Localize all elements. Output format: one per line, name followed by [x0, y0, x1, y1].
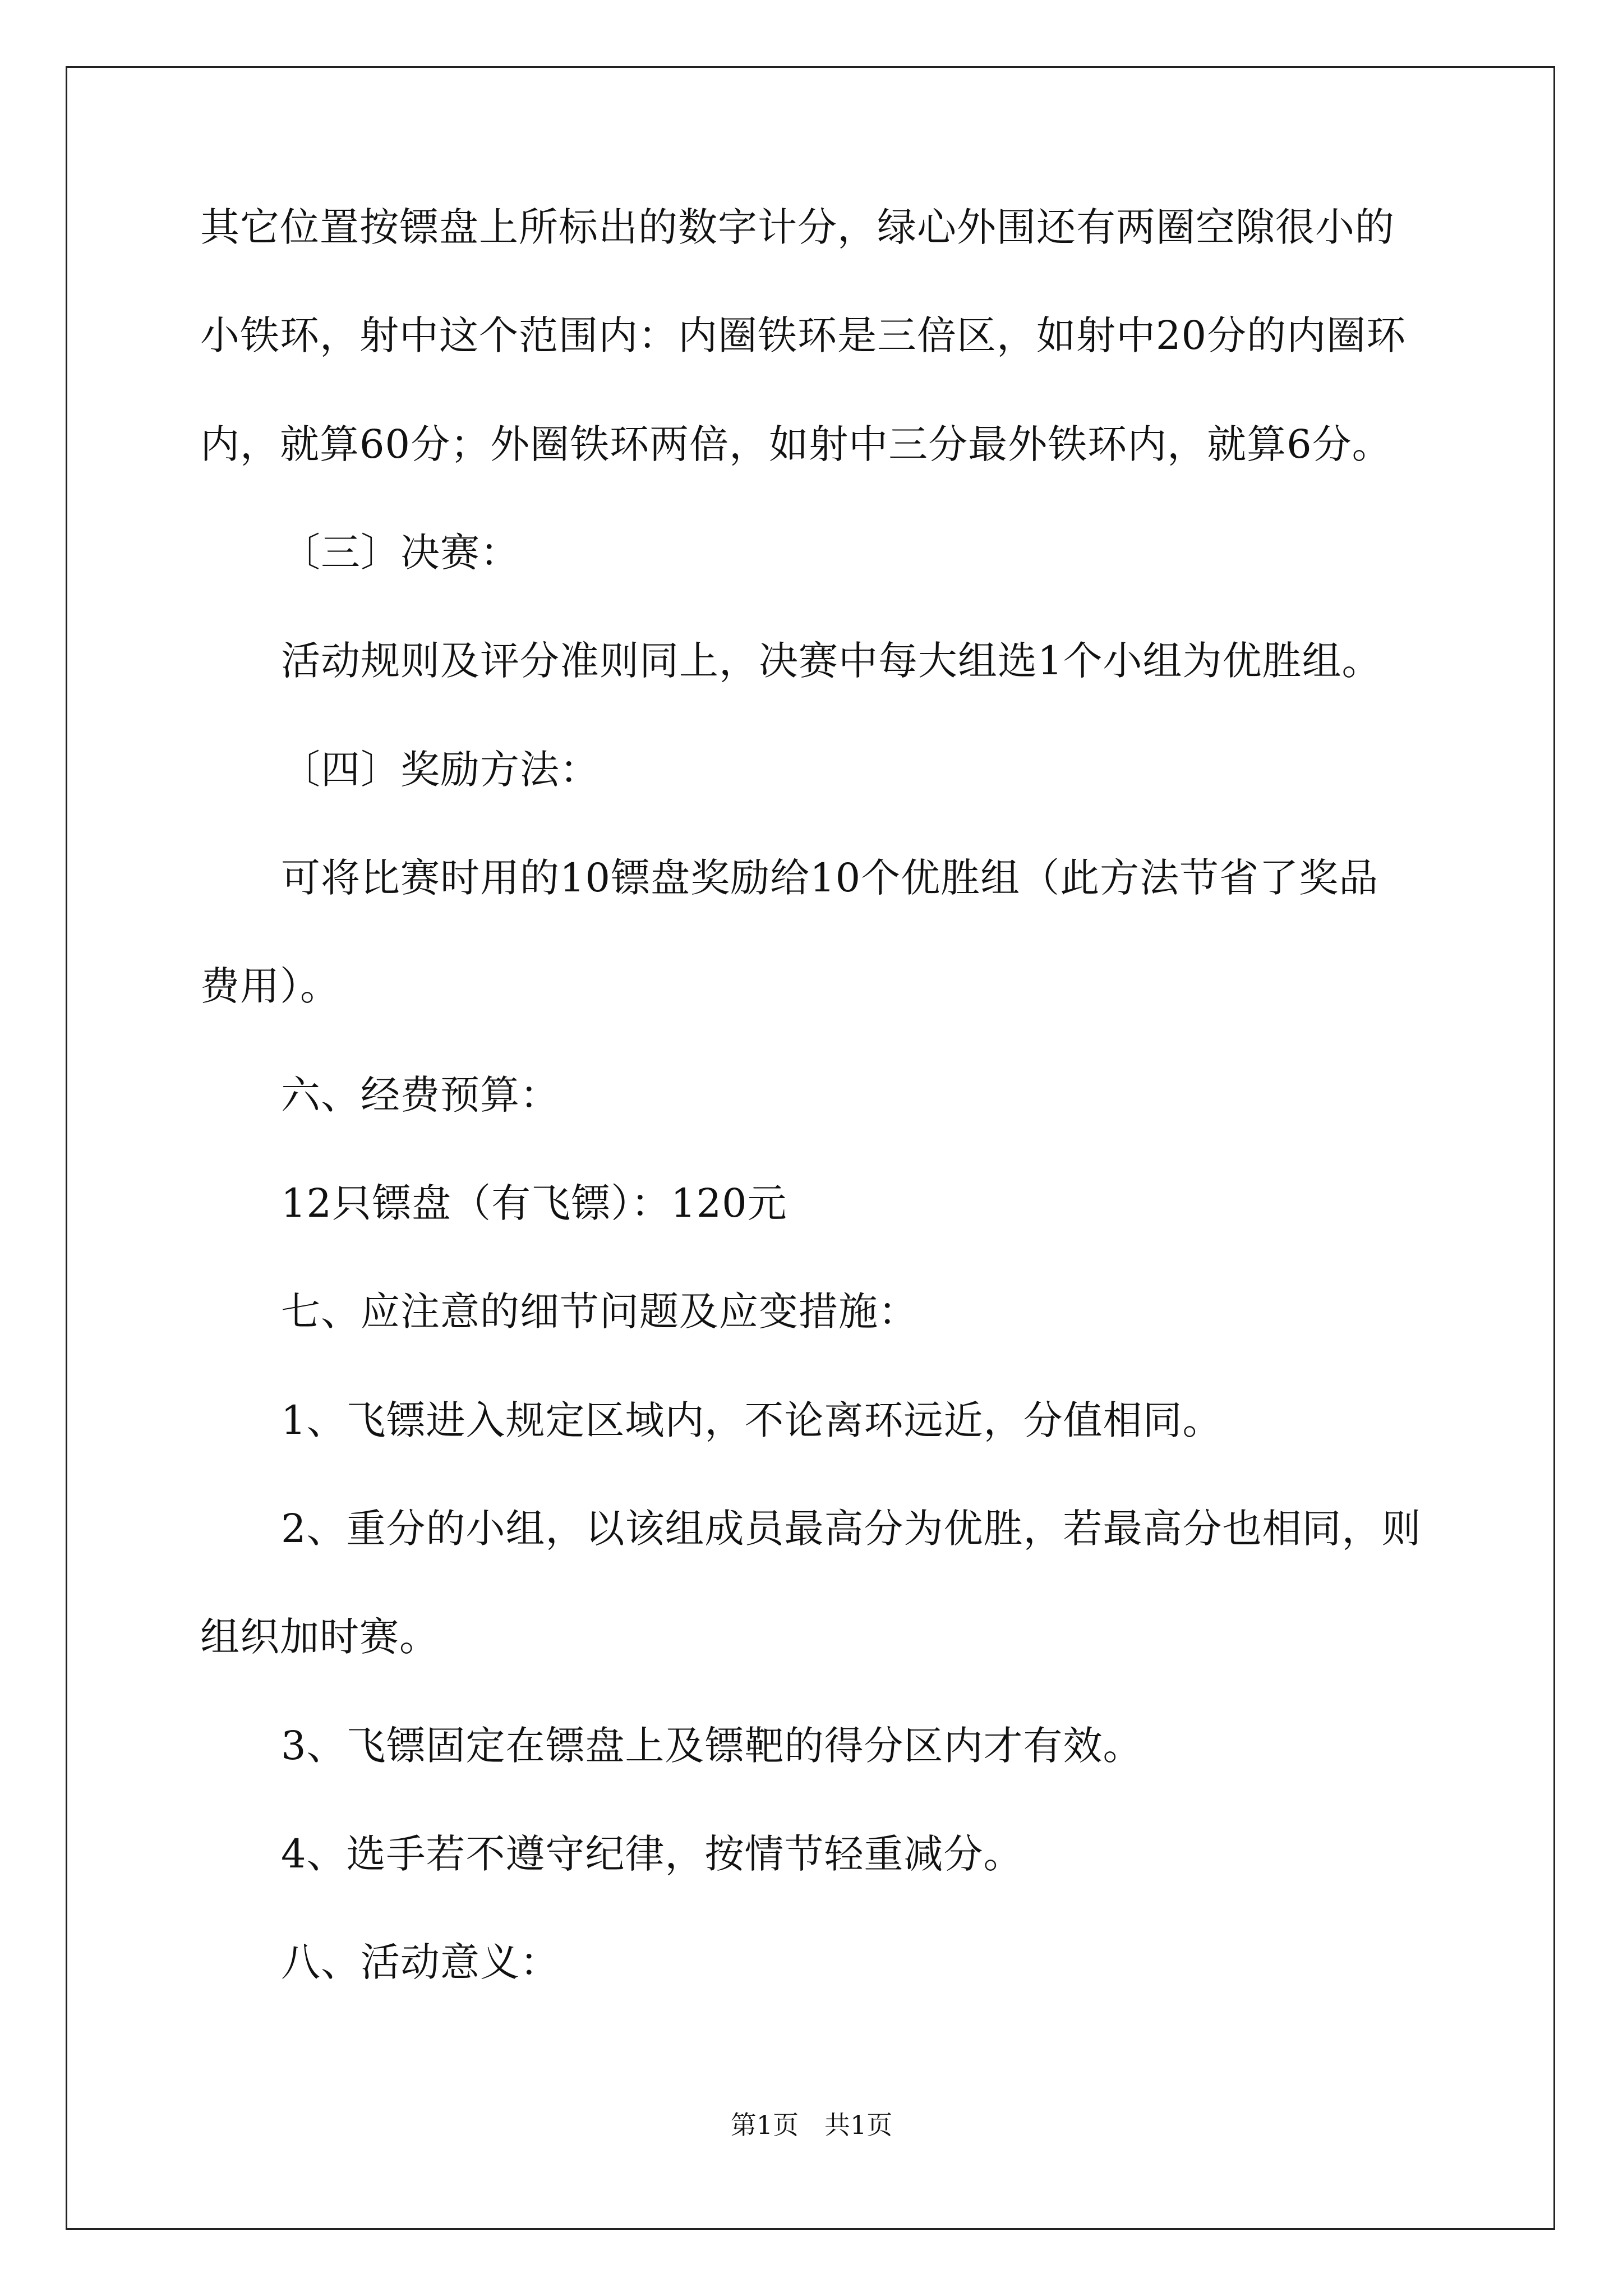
list-item: 1、飞镖进入规定区域内，不论离环远近，分值相同。: [281, 1397, 1223, 1443]
section-heading: 〔四〕奖励方法：: [281, 747, 600, 793]
list-item: 4、选手若不遵守纪律，按情节轻重减分。: [281, 1831, 1023, 1877]
body-line: 可将比赛时用的10镖盘奖励给10个优胜组（此方法节省了奖品: [281, 855, 1379, 901]
section-heading: 六、经费预算：: [281, 1072, 560, 1118]
section-heading: 七、应注意的细节问题及应变措施：: [281, 1289, 918, 1335]
list-item-continuation: 组织加时赛。: [200, 1614, 439, 1660]
body-line: 其它位置按镖盘上所标出的数字计分，绿心外围还有两圈空隙很小的: [200, 204, 1395, 250]
body-line: 小铁环，射中这个范围内：内圈铁环是三倍区，如射中20分的内圈环: [200, 312, 1407, 358]
page-footer: 第1页 共1页: [730, 2110, 893, 2140]
list-item: 2、重分的小组，以该组成员最高分为优胜，若最高分也相同，则: [281, 1506, 1422, 1552]
section-heading: 八、活动意义：: [281, 1939, 560, 1985]
section-heading: 〔三〕决赛：: [281, 530, 520, 576]
page-border: [66, 66, 1555, 2230]
list-item: 3、飞镖固定在镖盘上及镖靶的得分区内才有效。: [281, 1723, 1143, 1769]
body-line: 活动规则及评分准则同上，决赛中每大组选1个小组为优胜组。: [281, 638, 1382, 684]
body-line: 内，就算60分；外圈铁环两倍，如射中三分最外铁环内，就算6分。: [200, 421, 1392, 467]
body-line: 费用）。: [200, 963, 340, 1009]
body-line: 12只镖盘（有飞镖）：120元: [281, 1180, 787, 1226]
